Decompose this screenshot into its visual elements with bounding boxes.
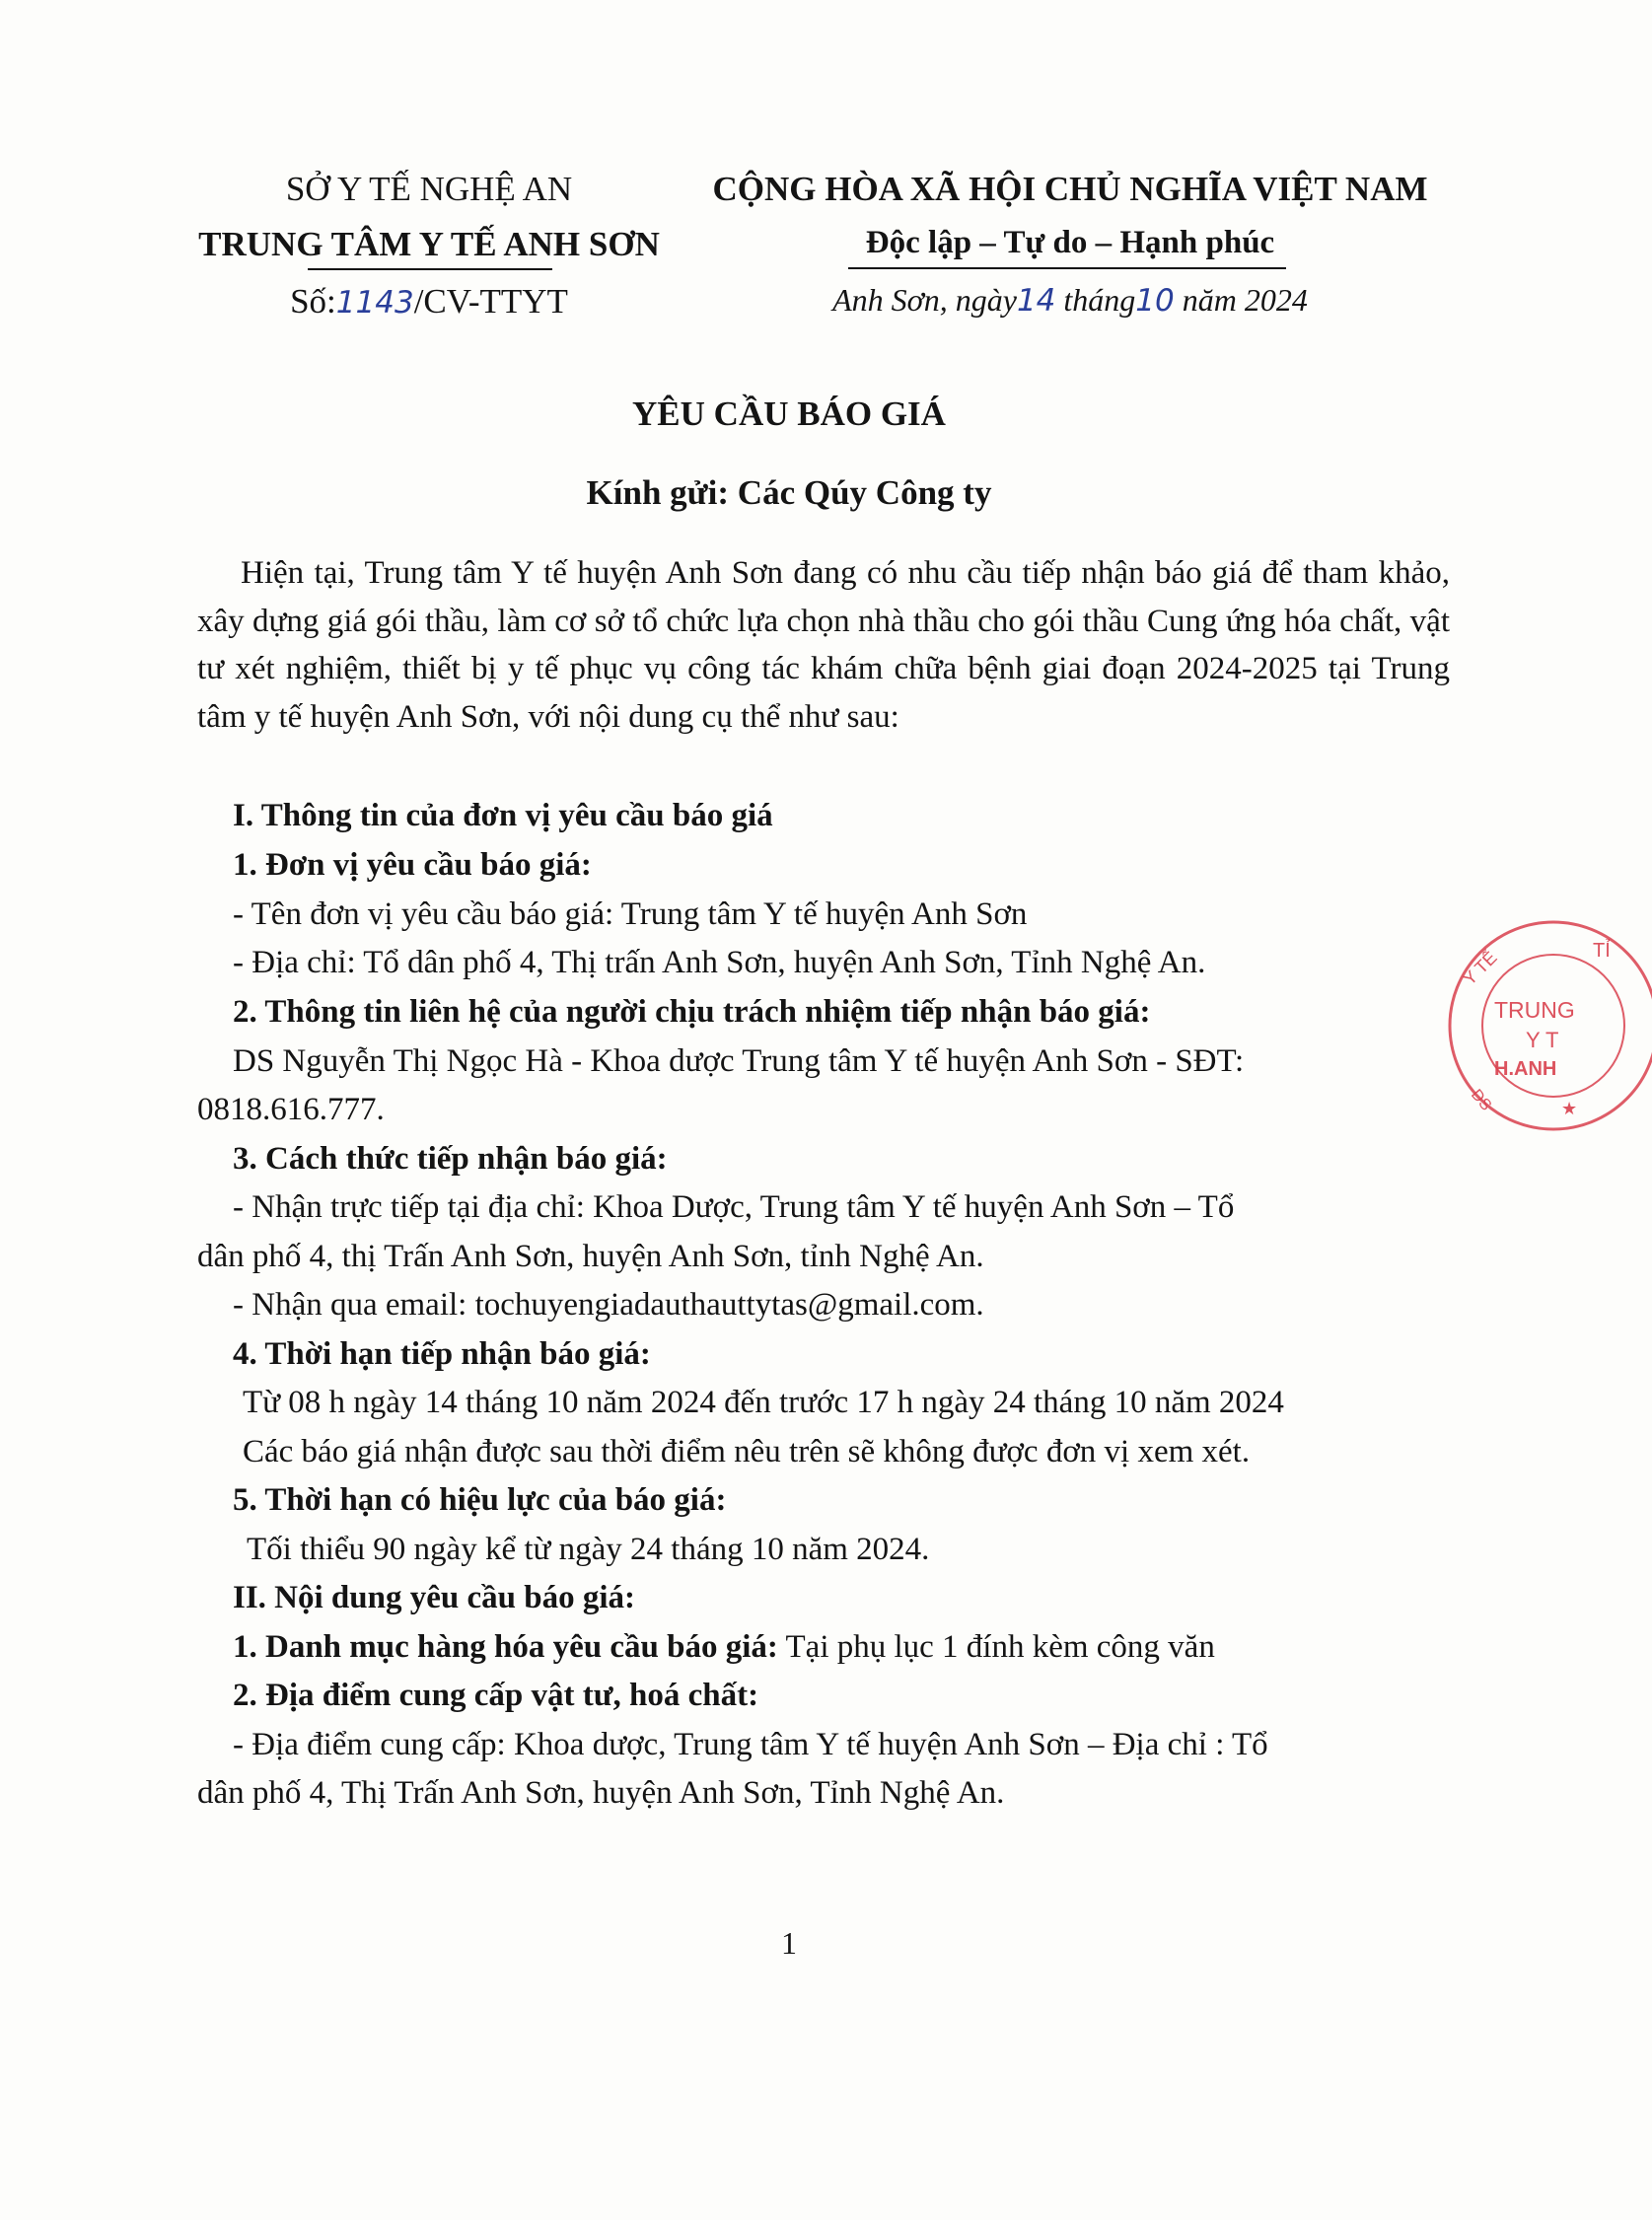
- section-1-item-4-heading: 4. Thời hạn tiếp nhận báo giá:: [233, 1336, 651, 1372]
- delivery-place-line-1: - Địa điểm cung cấp: Khoa dược, Trung tâm Y tế huyện Anh Sơn – Địa chỉ : Tổ: [233, 1727, 1268, 1762]
- unit-name-line: - Tên đơn vị yêu cầu báo giá: Trung tâm Y tế huyện Anh Sơn: [233, 896, 1028, 932]
- section-1-heading: I. Thông tin của đơn vị yêu cầu báo giá: [233, 798, 773, 833]
- page-title: YÊU CẦU BÁO GIÁ: [632, 394, 946, 433]
- unit-address-line: - Địa chỉ: Tổ dân phố 4, Thị trấn Anh Sơn, huyện Anh Sơn, Tỉnh Nghệ An.: [233, 945, 1206, 980]
- stamp-text-top: TỈ: [1593, 940, 1611, 962]
- stamp-text-left: Y TẾ: [1459, 947, 1501, 989]
- stamp-text-mid-2: Y T: [1526, 1028, 1559, 1052]
- national-motto-underline: [848, 267, 1286, 269]
- section-1-item-1-heading: 1. Đơn vị yêu cầu báo giá:: [233, 847, 592, 883]
- document-number: Số:1143/CV-TTYT: [290, 282, 568, 321]
- stamp-text-bottom: DS: [1467, 1086, 1495, 1114]
- receive-direct-line-1: - Nhận trực tiếp tại địa chỉ: Khoa Dược, Trung tâm Y tế huyện Anh Sơn – Tổ: [233, 1189, 1235, 1225]
- svg-text:★: ★: [1561, 1099, 1578, 1118]
- contact-person-line: DS Nguyễn Thị Ngọc Hà - Khoa dược Trung tâm Y tế huyện Anh Sơn - SĐT:: [233, 1043, 1245, 1079]
- section-1-item-3-heading: 3. Cách thức tiếp nhận báo giá:: [233, 1141, 668, 1177]
- salutation: Kính gửi: Các Qúy Công ty: [586, 473, 992, 512]
- receive-period-line: Từ 08 h ngày 14 tháng 10 năm 2024 đến trước 17 h ngày 24 tháng 10 năm 2024: [243, 1385, 1284, 1420]
- late-quote-note: Các báo giá nhận được sau thời điểm nêu trên sẽ không được đơn vị xem xét.: [243, 1434, 1251, 1469]
- page-number: 1: [781, 1925, 797, 1961]
- document-number-handwritten: 1143: [335, 285, 414, 321]
- national-title: CỘNG HÒA XÃ HỘI CHỦ NGHĨA VIỆT NAM: [712, 170, 1428, 208]
- goods-list-line: 1. Danh mục hàng hóa yêu cầu báo giá: Tại phụ lục 1 đính kèm công văn: [233, 1629, 1215, 1665]
- issuing-authority: SỞ Y TẾ NGHỆ AN: [285, 170, 573, 208]
- official-stamp-icon: [1435, 917, 1652, 1134]
- date-month-handwritten: 10: [1135, 283, 1175, 319]
- validity-line: Tối thiểu 90 ngày kể từ ngày 24 tháng 10 năm 2024.: [247, 1532, 930, 1567]
- place-date: Anh Sơn, ngày14 tháng10 năm 2024: [832, 282, 1308, 319]
- contact-phone-line: 0818.616.777.: [197, 1092, 385, 1127]
- stamp-text-mid-3: H.ANH: [1494, 1058, 1557, 1080]
- intro-paragraph: Hiện tại, Trung tâm Y tế huyện Anh Sơn đang có nhu cầu tiếp nhận báo giá để tham khảo, xây dựng giá gói thầu, làm cơ sở tổ chức lựa chọn nhà thầu cho gói thầu Cung ứng hóa chất, vật tư xét nghiệm, thiết bị y tế phục vụ công tác khám chữa bệnh giai đoạn 2024-2025 tại Trung tâm y tế huyện Anh Sơn, với nội dung cụ thể như sau:: [197, 555, 1450, 735]
- section-1-item-2-heading: 2. Thông tin liên hệ của người chịu trách nhiệm tiếp nhận báo giá:: [233, 994, 1151, 1030]
- stamp-text-mid-1: TRUNG: [1494, 997, 1575, 1023]
- issuing-unit-underline: [308, 268, 552, 270]
- section-1-item-5-heading: 5. Thời hạn có hiệu lực của báo giá:: [233, 1482, 727, 1518]
- delivery-place-line-2: dân phố 4, Thị Trấn Anh Sơn, huyện Anh Sơn, Tỉnh Nghệ An.: [197, 1775, 1005, 1811]
- receive-email-line: - Nhận qua email: tochuyengiadauthauttytas@gmail.com.: [233, 1287, 984, 1323]
- receive-direct-line-2: dân phố 4, thị Trấn Anh Sơn, huyện Anh Sơn, tỉnh Nghệ An.: [197, 1239, 984, 1274]
- section-2-item-2-heading: 2. Địa điểm cung cấp vật tư, hoá chất:: [233, 1678, 759, 1713]
- date-day-handwritten: 14: [1016, 283, 1056, 319]
- national-motto: Độc lập – Tự do – Hạnh phúc: [865, 225, 1275, 260]
- section-2-heading: II. Nội dung yêu cầu báo giá:: [233, 1580, 636, 1615]
- issuing-unit: TRUNG TÂM Y TẾ ANH SƠN: [198, 225, 660, 263]
